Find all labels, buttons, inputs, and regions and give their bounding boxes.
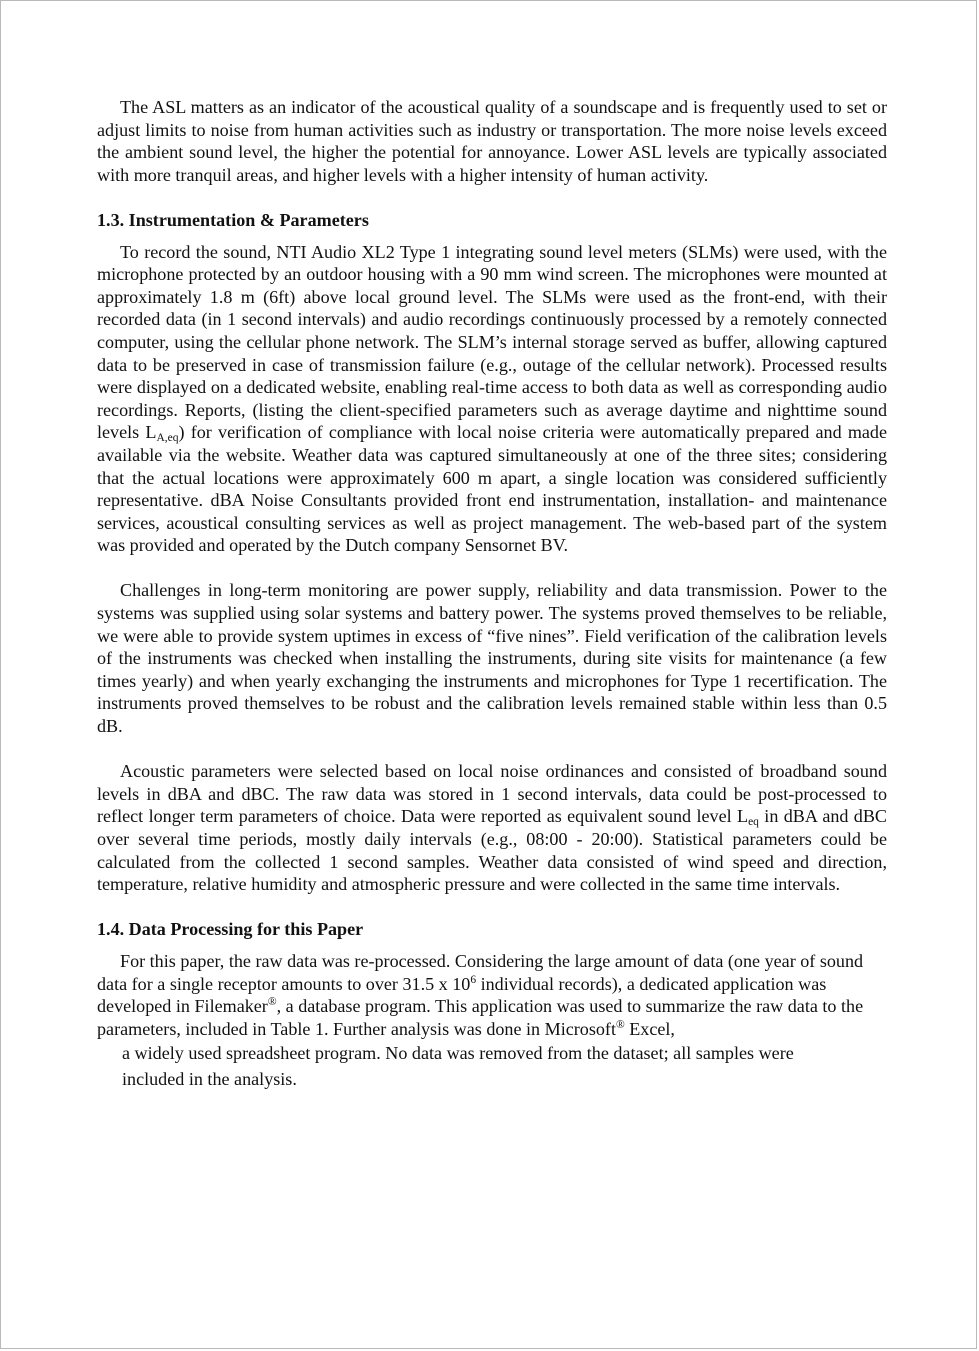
paragraph-text: Challenges in long-term monitoring are power supply, reliability and data transmission. Power to the systems was supplied using solar systems and battery power. The systems proved themselves to be reliable, we were able to provide system uptimes in excess of “five nines”. Field verification of the calibration levels of the instruments was checked when installing the instruments, during site visits for maintenance (a few times yearly) and when yearly exchanging the instruments and microphones for Type 1 recertification. The instruments proved themselves to be robust and the calibration levels remained stable within less than 0.5 dB.: [97, 580, 887, 737]
paragraph-instrumentation: [97, 241, 887, 557]
paragraph-text: ) for verification of compliance with local noise criteria were automatically prepared and made available via the website. Weather data was captured simultaneously at one of the three sites; considering that the actual locations were approximately 600 m apart, a single location was considered sufficiently representative. dBA Noise Consultants provided front end instrumentation, installation- and maintenance services, acoustical consulting services as well as project management. The web-based part of the system was provided and operated by the Dutch company Sensornet BV.: [97, 422, 887, 556]
subscript-text: A,eq: [156, 432, 179, 445]
paragraph-asl: [97, 96, 887, 186]
paragraph-text: in dBA and dBC over several time periods, mostly daily intervals (e.g., 08:00 - 20:00). Statistical parameters could be calculated from the collected 1 second samples. Weather data consisted of wind speed and direction, temperature, relative humidity and atmospheric pressure and were collected in the same time intervals.: [97, 806, 887, 895]
paragraph-text: For this paper, the raw data was re-processed. Considering the large amount of data (one year of sound data for a single receptor amounts to over 31.5 x 10: [97, 950, 864, 994]
page-content: [97, 96, 887, 1092]
paragraph-challenges: [97, 579, 887, 737]
registered-mark: ®: [615, 1018, 625, 1031]
subscript-text: eq: [748, 816, 759, 829]
superscript-text: 6: [470, 973, 477, 986]
paragraph-text: To record the sound, NTI Audio XL2 Type 1 integrating sound level meters (SLMs) were used, with the microphone protected by an outdoor housing with a 90 mm wind screen. The microphones were mounted at approximately 1.8 m (6ft) above local ground level. The SLMs were used as the front-end, with their recorded data (in 1 second intervals) and audio recordings continuously processed by a remotely connected computer, using the cellular phone network. The SLM’s internal storage served as buffer, allowing captured data to be preserved in case of transmission failure (e.g., outage of the cellular network). Processed results were displayed on a dedicated website, enabling real-time access to both data as well as corresponding audio recordings. Reports, (listing the client-specified parameters such as average daytime and nighttime sound levels L: [97, 241, 887, 443]
paragraph-line: included in the analysis.: [122, 1069, 297, 1090]
paragraph-line: a widely used spreadsheet program. No data was removed from the dataset; all samples were: [122, 1043, 794, 1064]
paragraph-acoustic-parameters: [97, 760, 887, 896]
paragraph-data-processing: [97, 950, 887, 1092]
paragraph-text: individual records), a dedicated application was developed in Filemaker: [97, 973, 827, 1017]
section-heading-1-3: 1.3. Instrumentation & Parameters: [97, 209, 369, 230]
paragraph-text: , a database program. This application was used to summarize the raw data to the parameters, included in Table 1. Further analysis was done in Microsoft: [97, 996, 864, 1039]
paragraph-text: Acoustic parameters were selected based on local noise ordinances and consisted of broadband sound levels in dBA and dBC. The raw data was stored in 1 second intervals, data could be post-processed to reflect longer term parameters of choice. Data were reported as equivalent sound level L: [97, 761, 887, 827]
registered-mark: ®: [267, 996, 277, 1009]
paragraph-text: Excel,: [624, 1018, 675, 1039]
section-heading-1-4: 1.4. Data Processing for this Paper: [97, 919, 364, 940]
paragraph-asl-text: The ASL matters as an indicator of the acoustical quality of a soundscape and is frequently used to set or adjust limits to noise from human activities such as industry or transportation. The more noise levels exceed the ambient sound level, the higher the potential for annoyance. Lower ASL levels are typically associated with more tranquil areas, and higher levels with a higher intensity of human activity.: [97, 97, 887, 185]
